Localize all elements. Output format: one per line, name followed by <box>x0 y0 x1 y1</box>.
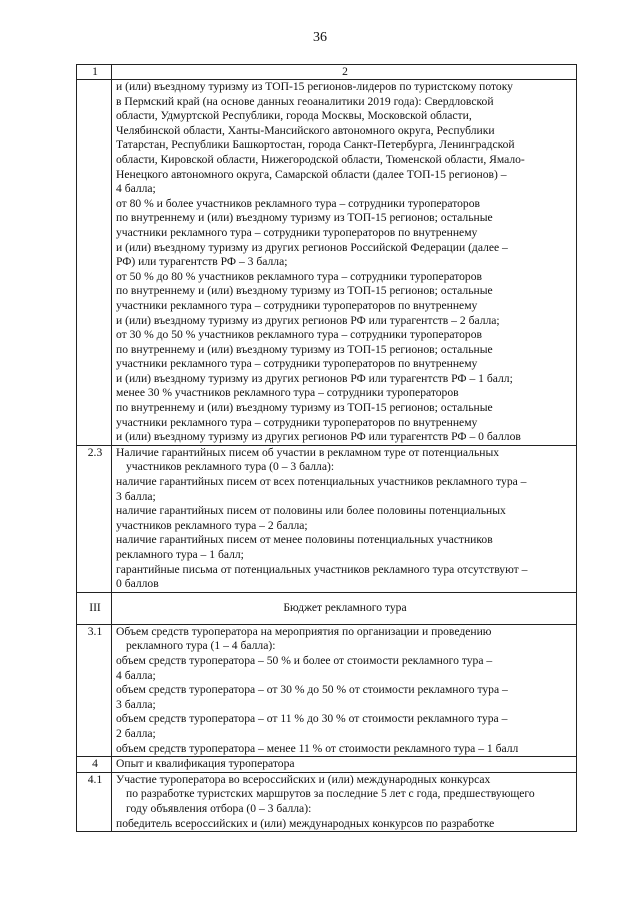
text-line: 2 балла; <box>116 726 156 740</box>
text-line: Наличие гарантийных писем об участии в рекламном туре от потенциальных <box>116 445 500 459</box>
text-line: области, Удмуртской Республики, города Москвы, Московской области, <box>116 109 472 123</box>
text-line: участники рекламного тура – сотрудники туроператоров по внутреннему <box>116 357 478 371</box>
text-line: в Пермский край (на основе данных геоаналитики 2019 года): Свердловской <box>116 94 494 108</box>
text-line: по внутреннему и (или) въездному туризму из ТОП-15 регионов; остальные <box>116 284 493 298</box>
text-line: победитель всероссийских и (или) международных конкурсов по разработке <box>116 816 495 830</box>
row-number: 4 <box>77 757 112 773</box>
text-line: от 30 % до 50 % участников рекламного тура – сотрудники туроператоров <box>116 328 482 342</box>
row-number <box>77 80 112 446</box>
row-number: 3.1 <box>77 624 112 756</box>
text-line: РФ) или турагентств РФ – 3 балла; <box>116 255 288 269</box>
text-line: 3 балла; <box>116 697 156 711</box>
text-line: гарантийные письма от потенциальных участников рекламного тура отсутствуют – <box>116 562 528 576</box>
text-line: от 80 % и более участников рекламного тура – сотрудники туроператоров <box>116 196 480 210</box>
text-line: Опыт и квалификация туроператора <box>116 757 295 771</box>
row-number: 2.3 <box>77 445 112 592</box>
table-row <box>77 772 577 831</box>
text-line: по внутреннему и (или) въездному туризму из ТОП-15 регионов; остальные <box>116 401 493 415</box>
text-line: участники рекламного тура – сотрудники туроператоров по внутреннему <box>116 415 478 429</box>
row-number: III <box>77 592 112 624</box>
text-line: Участие туроператора во всероссийских и (или) международных конкурсах <box>116 772 491 786</box>
row-text <box>112 445 577 592</box>
text-line: и (или) въездному туризму из ТОП-15 регионов-лидеров по туристскому потоку <box>116 80 513 93</box>
text-line: от 50 % до 80 % участников рекламного тура – сотрудники туроператоров <box>116 269 482 283</box>
text-line: и (или) въездному туризму из других регионов Российской Федерации (далее – <box>116 240 508 254</box>
text-line: 4 балла; <box>116 668 156 682</box>
text-line: по внутреннему и (или) въездному туризму из ТОП-15 регионов; остальные <box>116 211 493 225</box>
page-number: 36 <box>313 30 327 45</box>
text-line: по внутреннему и (или) въездному туризму из ТОП-15 регионов; остальные <box>116 342 493 356</box>
text-line: объем средств туроператора – от 11 % до 30 % от стоимости рекламного тура – <box>116 712 508 726</box>
header-col-2: 2 <box>112 65 577 80</box>
text-line: 0 баллов <box>116 577 159 591</box>
row-text <box>112 80 577 446</box>
text-line: году объявления отбора (0 – 3 балла): <box>126 801 312 815</box>
text-line: 3 балла; <box>116 489 156 503</box>
row-text <box>112 624 577 756</box>
text-line: рекламного тура – 1 балл; <box>116 548 244 561</box>
text-line: области, Кировской области, Нижегородской области, Тюменской области, Ямало- <box>116 152 525 166</box>
text-line: по разработке туристских маршрутов за последние 5 лет с года, предшествующего <box>126 787 535 801</box>
row-text <box>112 772 577 831</box>
text-line: наличие гарантийных писем от всех потенциальных участников рекламного тура – <box>116 475 527 489</box>
text-line: Бюджет рекламного тура <box>283 600 407 614</box>
text-line: рекламного тура (1 – 4 балла): <box>126 639 276 653</box>
table-row <box>77 757 577 773</box>
criteria-table <box>76 64 577 832</box>
text-line: и (или) въездному туризму из других регионов РФ или турагентств РФ – 0 баллов <box>116 430 521 444</box>
text-line: объем средств туроператора – 50 % и более от стоимости рекламного тура – <box>116 653 493 667</box>
table-row <box>77 624 577 756</box>
text-line: наличие гарантийных писем от менее половины потенциальных участников <box>116 533 493 547</box>
text-line: Татарстан, Республики Башкортостан, города Санкт-Петербурга, Ленинградской <box>116 138 515 152</box>
text-line: участников рекламного тура – 2 балла; <box>116 518 308 532</box>
table-header-row <box>77 65 577 80</box>
table-row <box>77 445 577 592</box>
text-line: Объем средств туроператора на мероприятия по организации и проведению <box>116 624 492 638</box>
text-line: наличие гарантийных писем от половины или более половины потенциальных <box>116 504 506 518</box>
row-number: 4.1 <box>77 772 112 831</box>
text-line: менее 30 % участников рекламного тура – сотрудники туроператоров <box>116 386 459 400</box>
text-line: и (или) въездному туризму из других регионов РФ или турагентств – 2 балла; <box>116 313 500 327</box>
text-line: Челябинской области, Ханты-Мансийского автономного округа, Республики <box>116 123 495 137</box>
text-line: и (или) въездному туризму из других регионов РФ или турагентств РФ – 1 балл; <box>116 371 513 385</box>
text-line: Ненецкого автономного округа, Самарской области (далее ТОП-15 регионов) – <box>116 167 507 181</box>
text-line: объем средств туроператора – от 30 % до 50 % от стоимости рекламного тура – <box>116 683 508 697</box>
table-row <box>77 592 577 624</box>
text-line: участники рекламного тура – сотрудники туроператоров по внутреннему <box>116 298 478 312</box>
row-text <box>112 757 577 773</box>
text-line: участники рекламного тура – сотрудники туроператоров по внутреннему <box>116 225 478 239</box>
text-line: участников рекламного тура (0 – 3 балла): <box>126 460 335 474</box>
row-text <box>112 592 577 624</box>
text-line: объем средств туроператора – менее 11 % от стоимости рекламного тура – 1 балл <box>116 741 519 755</box>
header-col-1: 1 <box>77 65 112 80</box>
text-line: 4 балла; <box>116 182 156 196</box>
table-row <box>77 80 577 446</box>
